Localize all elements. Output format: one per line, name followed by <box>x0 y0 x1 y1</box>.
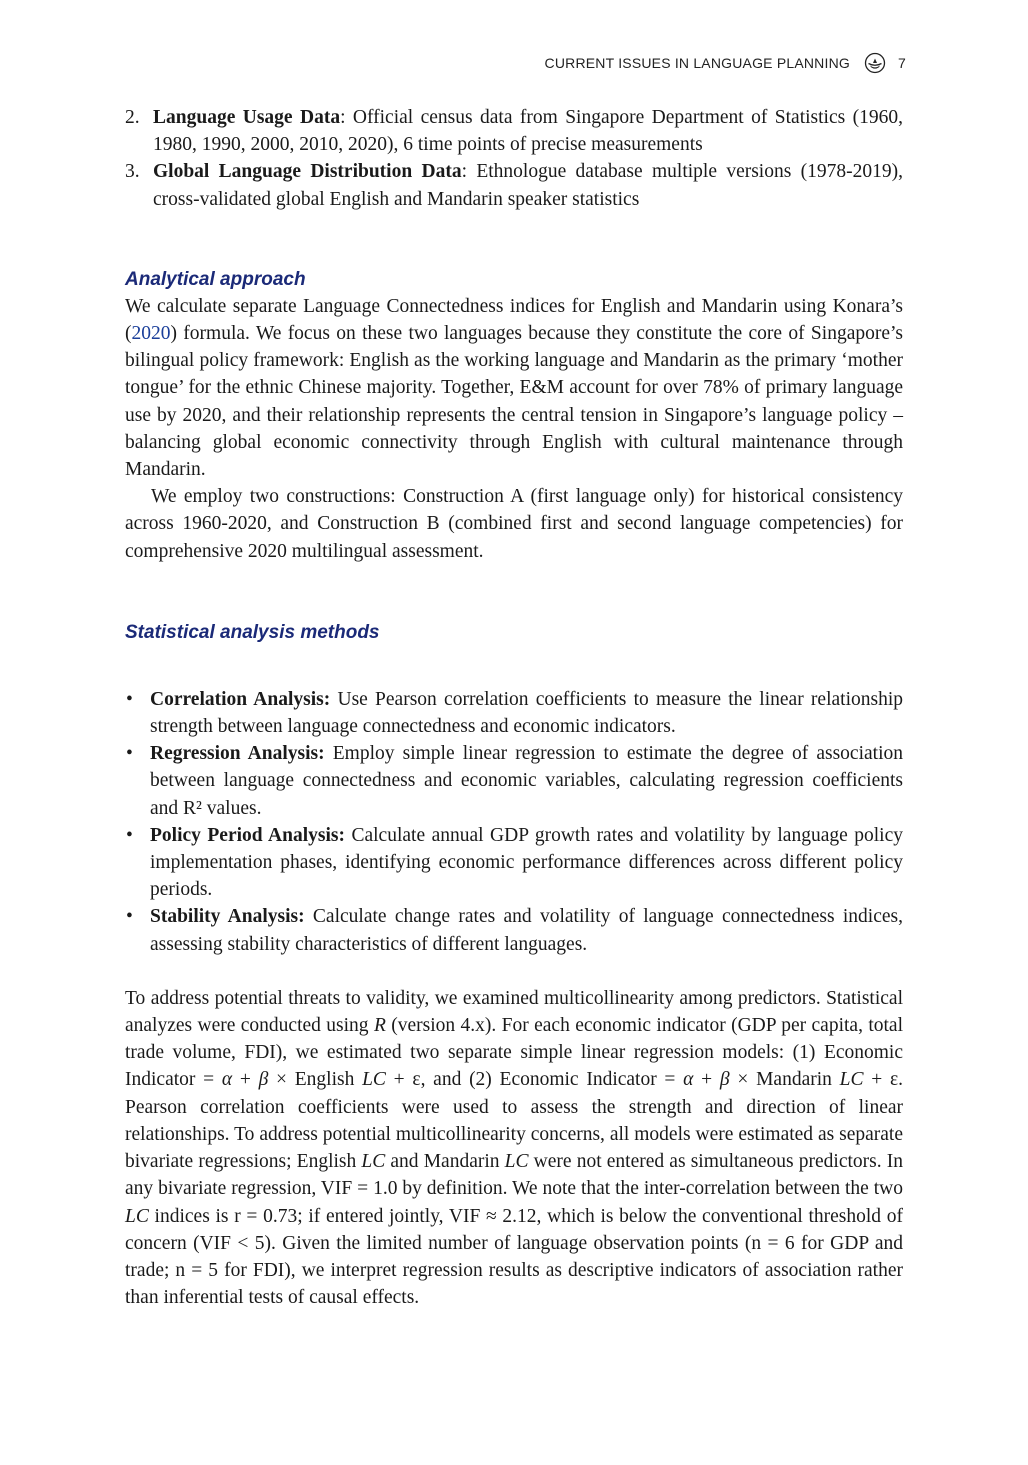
text-run: (version 4.x). For each economic indicator (GDP per capita, total trade volume, FDI), we estimated two separate simple linear regression models: (1) Economic Indicator = <box>125 1015 903 1091</box>
list-item <box>125 822 903 904</box>
list-item <box>125 740 903 822</box>
running-header <box>545 52 906 74</box>
journal-title: CURRENT ISSUES IN LANGUAGE PLANNING <box>544 55 850 71</box>
math-symbol: LC <box>125 1205 149 1227</box>
item-text: Use Pearson correlation coefficients to measure the linear relationship strength between language connectedness and economic indicators. <box>150 688 903 738</box>
page-number: 7 <box>898 55 906 71</box>
item-title: Correlation Analysis: <box>150 688 331 710</box>
item-title: Global Language Distribution Data <box>153 161 462 183</box>
bullet-icon: • <box>126 906 133 928</box>
math-symbol: α <box>683 1069 694 1091</box>
math-symbol: LC <box>504 1151 529 1173</box>
text-run: We calculate separate Language Connectedness indices for English and Mandarin using Konara’s ( <box>125 295 903 345</box>
citation-link[interactable]: 2020 <box>131 323 171 345</box>
text-run: + <box>693 1069 720 1091</box>
data-sources-list <box>125 104 903 213</box>
math-symbol: LC <box>361 1151 386 1173</box>
list-item <box>125 104 903 158</box>
bullet-icon: • <box>126 743 133 765</box>
text-run: R <box>373 1015 386 1037</box>
text-run: × Mandarin <box>729 1069 840 1091</box>
publisher-logo-icon <box>864 52 886 74</box>
methods-list <box>125 686 903 958</box>
item-title: Language Usage Data <box>153 107 341 128</box>
item-text: : Official census data from Singapore Department of Statistics (1960, 1980, 1990, 2000, 2010, 2020), 6 time points of precise measurements <box>153 107 903 156</box>
math-symbol: LC <box>839 1069 864 1091</box>
section-heading-analytical: Analytical approach <box>125 268 306 290</box>
item-title: Stability Analysis: <box>150 906 305 928</box>
text-run: and Mandarin <box>385 1151 505 1173</box>
bullet-icon: • <box>126 824 133 846</box>
item-number: 3. <box>125 161 140 183</box>
list-item <box>125 158 903 212</box>
page-body <box>125 104 903 1311</box>
item-text: Calculate change rates and volatility of language connectedness indices, assessing stability characteristics of different languages. <box>150 906 903 955</box>
section-heading-statistical: Statistical analysis methods <box>125 621 380 643</box>
list-item <box>125 903 903 957</box>
bullet-icon: • <box>126 688 133 710</box>
item-number: 2. <box>125 107 140 128</box>
text-run: To address potential threats to validity, we examined multicollinearity among predictors. Statistical analyzes were conducted using <box>125 987 903 1037</box>
list-item <box>125 686 903 740</box>
text-run: were not entered as simultaneous predictors. In any bivariate regression, VIF = 1.0 by definition. We note that the inter-correlation between the two <box>125 1151 903 1200</box>
item-title: Policy Period Analysis: <box>150 824 345 846</box>
text-run: + <box>232 1069 259 1091</box>
math-symbol: β <box>719 1069 730 1091</box>
math-symbol: α <box>221 1069 233 1091</box>
paragraph: We employ two constructions: Construction A (first language only) for historical consistency across 1960-2020, and Construction B (combined first and second language competencies) for comprehensive 2020 multilingual assessment. <box>125 486 903 562</box>
text-run: ) formula. We focus on these two languages because they constitute the core of Singapore’s bilingual policy framework: English as the working language and Mandarin as the primary ‘mother tongue’ for the ethnic Chinese majority. Together, E&M account for over 78% of primary language use by 2020, and their relationship represents the central tension in Singapore’s language policy – balancing global economic connectivity through English with cultural maintenance through Mandarin. <box>125 323 903 481</box>
item-text: Calculate annual GDP growth rates and volatility by language policy implementation phases, identifying economic performance differences across different policy periods. <box>150 824 904 901</box>
math-symbol: β <box>258 1069 269 1091</box>
item-text: Employ simple linear regression to estimate the degree of association between language connectedness and economic variables, calculating regression coefficients and R² values. <box>150 743 903 819</box>
math-symbol: LC <box>362 1069 386 1091</box>
text-run: indices is r = 0.73; if entered jointly, VIF ≈ 2.12, which is below the conventional threshold of concern (VIF < 5). Given the limited number of language observation points (n = 6 for GDP and trade; n = 5 for FDI), we interpret regression results as descriptive indicators of association rather than inferential tests of causal effects. <box>125 1205 903 1309</box>
item-text: : Ethnologue database multiple versions (1978-2019), cross-validated global English and Mandarin speaker statistics <box>153 161 903 210</box>
paragraph <box>125 985 903 1311</box>
text-run: × English <box>268 1069 363 1091</box>
text-run: + ε, and (2) Economic Indicator = <box>385 1069 684 1091</box>
item-title: Regression Analysis: <box>150 743 325 765</box>
paragraph <box>125 293 903 483</box>
text-run: + ε. Pearson correlation coefficients were used to assess the strength and direction of linear relationships. To address potential multicollinearity concerns, all models were estimated as separate bivariate regressions; English <box>125 1069 904 1173</box>
